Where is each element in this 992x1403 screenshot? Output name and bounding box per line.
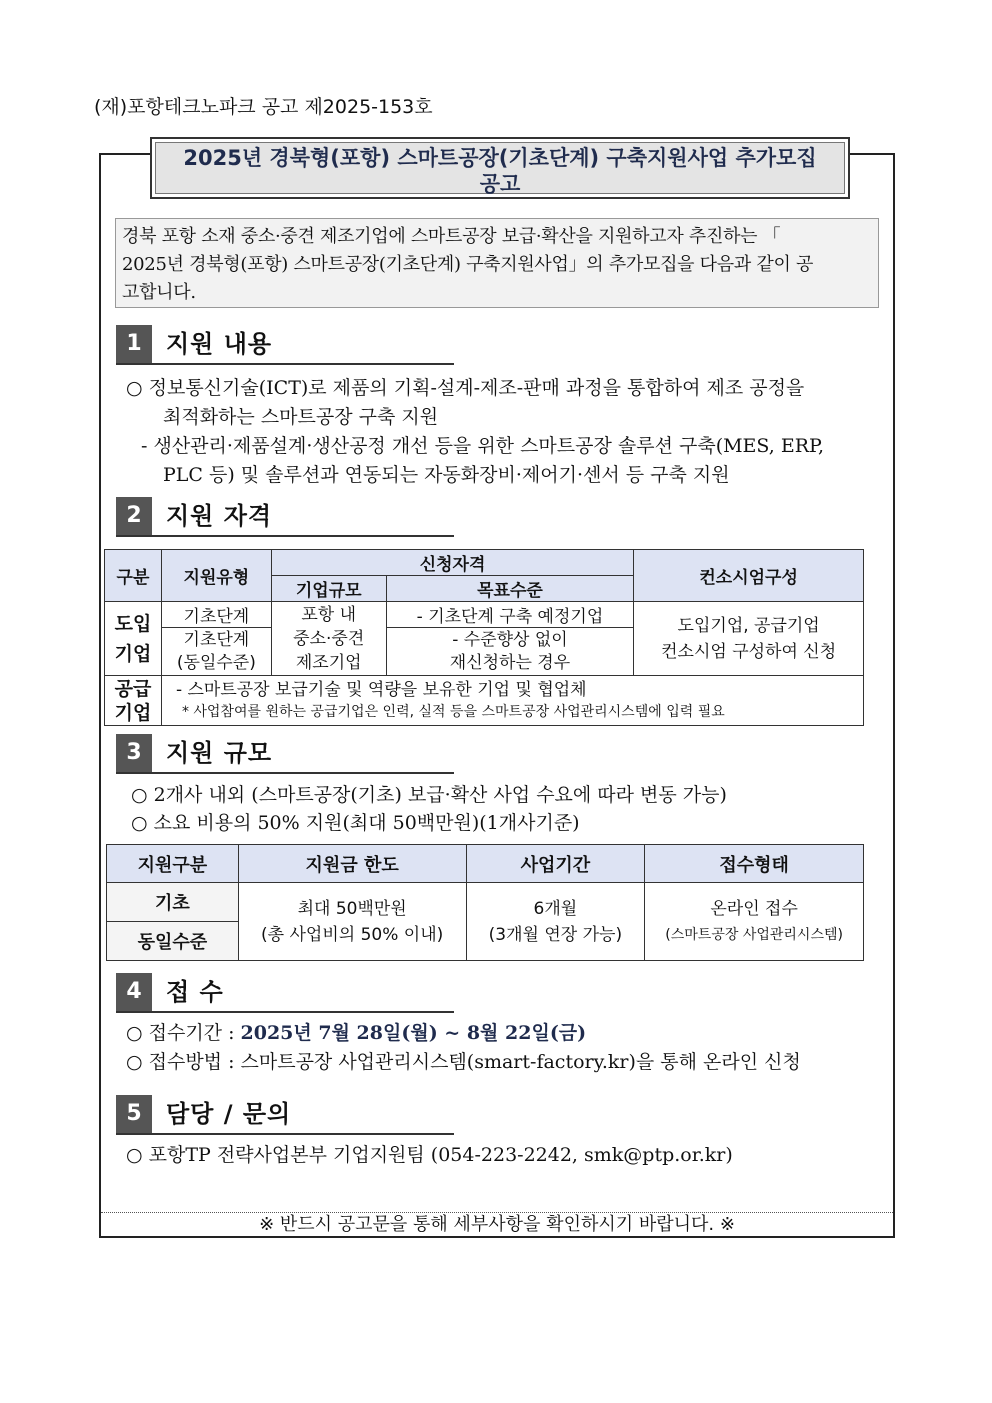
row-label-adopter: 도입 기업: [105, 602, 162, 676]
footer-notice: ※ 반드시 공고문을 통해 세부사항을 확인하시기 바랍니다. ※: [101, 1212, 893, 1236]
target-reapply-line-2: 재신청하는 경우: [449, 652, 571, 673]
th-category: 구분: [105, 550, 162, 602]
section-title-2: 지원 자격: [166, 502, 273, 530]
notice-number: (재)포항테크노파크 공고 제2025-153호: [94, 96, 433, 118]
project-period-cell: [466, 883, 645, 961]
th-application-type: 접수형태: [645, 845, 864, 883]
section-title-3: 지원 규모: [166, 739, 273, 767]
type-basic-same-line-1: 기초단계: [183, 629, 250, 650]
s3-bullet-2: ○ 소요 비용의 50% 지원(최대 50백만원)(1개사기준): [131, 812, 580, 834]
support-limit-line-1: 최대 50백만원: [297, 898, 407, 919]
th-consortium: 컨소시엄구성: [634, 550, 864, 602]
section-number-4: 4: [116, 973, 152, 1011]
company-size-line: 제조기업: [295, 652, 362, 673]
consortium-line-1: 도입기업, 공급기업: [677, 615, 820, 636]
consortium-line-2: 컨소시엄 구성하여 신청: [661, 641, 837, 662]
support-limit-cell: [238, 883, 466, 961]
row-label-same-level: 동일수준: [107, 922, 239, 961]
s4-method: ○ 접수방법 : 스마트공장 사업관리시스템(smart-factory.kr)을 통해 온라인 신청: [126, 1051, 801, 1073]
intro-line: 2025년 경북형(포항) 스마트공장(기초단계) 구축지원사업」의 추가모집을 다음과 같이 공: [122, 254, 814, 275]
s4-period-label: ○ 접수기간 :: [126, 1022, 241, 1044]
support-limit-line-2: (총 사업비의 50% 이내): [261, 924, 444, 945]
type-basic-same: [161, 628, 271, 676]
target-reapply-line-1: - 수준향상 없이: [452, 629, 568, 650]
s1-bullet-line-2: 최적화하는 스마트공장 구축 지원: [163, 406, 439, 428]
company-size-line: 포항 내: [301, 604, 357, 625]
title-box: [150, 137, 850, 199]
intro-line: 고합니다.: [122, 282, 196, 303]
section-number-3: 3: [116, 734, 152, 772]
s4-period-value: 2025년 7월 28일(월) ~ 8월 22일(금): [240, 1022, 587, 1044]
supplier-note: * 사업참여를 원하는 공급기업은 인력, 실적 등을 스마트공장 사업관리시스템에 입력 필요: [181, 703, 725, 720]
intro-paragraph: [115, 218, 879, 308]
company-size-cell: [271, 602, 386, 676]
support-scale-table: [106, 844, 864, 961]
target-reapply: [386, 628, 634, 676]
section-title-1: 지원 내용: [166, 330, 273, 358]
application-type-line-2: (스마트공장 사업관리시스템): [665, 926, 843, 943]
row-label-supplier: 공급 기업: [105, 676, 162, 726]
s1-dash-line-1: - 생산관리·제품설계·생산공정 개선 등을 위한 스마트공장 솔루션 구축(MES, ERP,: [141, 435, 824, 457]
section-number-2: 2: [116, 497, 152, 535]
th-target-level: 목표수준: [386, 576, 634, 602]
type-basic: 기초단계: [161, 602, 271, 628]
th-qualification: 신청자격: [271, 550, 633, 576]
s4-period: [126, 1019, 586, 1047]
th-project-period: 사업기간: [466, 845, 645, 883]
type-basic-same-line-2: (동일수준): [176, 652, 256, 673]
consortium-cell: [634, 602, 864, 676]
th-support-limit: 지원금 한도: [238, 845, 466, 883]
supplier-line-1: - 스마트공장 보급기술 및 역량을 보유한 기업 및 협업체: [175, 679, 587, 700]
project-period-line-2: (3개월 연장 가능): [488, 924, 623, 945]
title-line-1: 2025년 경북형(포항) 스마트공장(기초단계) 구축지원사업 추가모집: [183, 146, 817, 170]
application-type-line-1: 온라인 접수: [710, 898, 798, 919]
supplier-cell: [161, 676, 863, 726]
section-underline: [116, 1133, 454, 1135]
s5-contact: ○ 포항TP 전략사업본부 기업지원팀 (054-223-2242, smk@ptp.or.kr): [126, 1144, 733, 1166]
th-type: 지원유형: [161, 550, 271, 602]
page-title: [155, 142, 845, 194]
s1-bullet-line-1: ○ 정보통신기술(ICT)로 제품의 기획-설계-제조-판매 과정을 통합하여 제조 공정을: [126, 377, 805, 399]
section-underline: [116, 535, 454, 537]
qualification-table: [104, 549, 864, 726]
section-title-5: 담당 / 문의: [166, 1100, 292, 1128]
company-size-line: 중소·중견: [293, 628, 365, 649]
application-type-cell: [645, 883, 864, 961]
title-line-2: 공고: [479, 172, 521, 196]
th-support-category: 지원구분: [107, 845, 239, 883]
s3-bullet-1: ○ 2개사 내외 (스마트공장(기초) 보급·확산 사업 수요에 따라 변동 가능): [131, 784, 727, 806]
row-label-basic: 기초: [107, 883, 239, 922]
s1-dash-line-2: PLC 등) 및 솔루션과 연동되는 자동화장비·제어기·센서 등 구축 지원: [163, 464, 730, 486]
project-period-line-1: 6개월: [533, 898, 578, 919]
th-company-size: 기업규모: [271, 576, 386, 602]
section-number-5: 5: [116, 1095, 152, 1133]
section-underline: [116, 772, 454, 774]
section-underline: [116, 1011, 454, 1013]
section-underline: [116, 363, 454, 365]
section-number-1: 1: [116, 325, 152, 363]
section-title-4: 접 수: [166, 978, 224, 1006]
target-basic: - 기초단계 구축 예정기업: [386, 602, 634, 628]
intro-line: 경북 포항 소재 중소·중견 제조기업에 스마트공장 보급·확산을 지원하고자 추진하는 「: [122, 226, 781, 247]
